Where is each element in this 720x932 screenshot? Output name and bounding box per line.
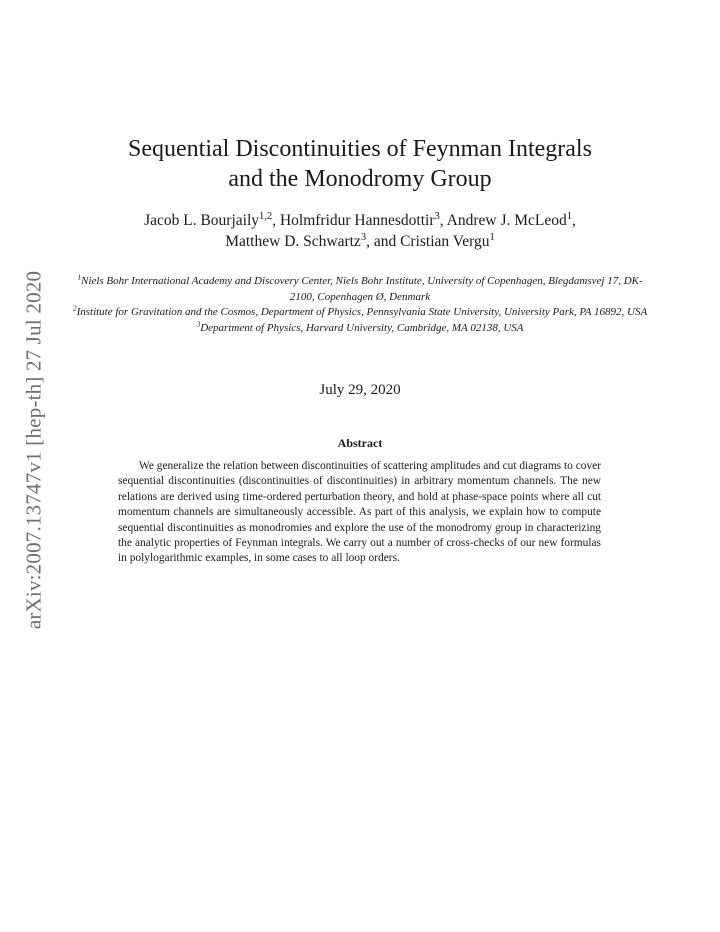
author-name: Holmfridur Hannesdottir	[279, 212, 435, 229]
affiliation-marker: 3	[196, 318, 201, 328]
author-separator: ,	[366, 233, 374, 250]
affiliation-text: Institute for Gravitation and the Cosmos, Department of Physics, Pennsylvania State University, University Park, PA 16892, USA	[76, 306, 648, 318]
arxiv-identifier: arXiv:2007.13747v1 [hep-th] 27 Jul 2020	[21, 270, 46, 630]
affiliation-list	[70, 274, 650, 336]
paper-title	[0, 134, 720, 194]
author-affiliation-marker: 3	[434, 210, 440, 222]
author-list	[0, 210, 720, 252]
affiliation-marker: 2	[72, 303, 77, 313]
author-line-1	[0, 210, 720, 231]
affiliation-item	[70, 305, 650, 321]
author-affiliation-marker: 1	[566, 210, 573, 222]
title-line-1: Sequential Discontinuities of Feynman Integrals	[128, 136, 592, 162]
affiliation-item	[70, 318, 650, 337]
abstract-text: We generalize the relation between discontinuities of scattering amplitudes and cut diagrams to cover sequential discontinuities (discontinuities of discontinuities) in arbitrary momentum channels. The new relations are derived using time-ordered perturbation theory, and hold at phase-space points where all cut momentum channels are simultaneously accessible. As part of this analysis, we explain how to compute sequential discontinuities as monodromies and explore the use of the monodromy group in characterizing the analytic properties of Feynman integrals. We carry out a number of cross-checks of our new formulas in polylogarithmic examples, in some cases to all loop orders.	[118, 460, 601, 565]
author-separator: ,	[272, 212, 280, 229]
author-name: Cristian Vergu	[400, 233, 490, 250]
author-separator: ,	[572, 212, 576, 229]
abstract-heading: Abstract	[337, 436, 383, 450]
affiliation-text: Niels Bohr International Academy and Discovery Center, Niels Bohr Institute, University of Copenhagen, Blegdamsvej 17, DK-2100, Copenhagen Ø, Denmark	[81, 275, 643, 303]
author-name: Jacob L. Bourjaily	[144, 212, 260, 229]
author-line-2	[0, 231, 720, 252]
author-name: Andrew J. McLeod	[446, 212, 567, 229]
author-separator: ,	[439, 212, 447, 229]
title-line-2: and the Monodromy Group	[228, 166, 492, 192]
affiliation-marker: 1	[77, 272, 82, 282]
affiliation-item	[70, 274, 650, 305]
author-conjunction: and	[373, 233, 401, 250]
author-affiliation-marker: 1,2	[259, 210, 273, 222]
author-name: Matthew D. Schwartz	[225, 233, 361, 250]
publication-date: July 29, 2020	[319, 382, 401, 398]
affiliation-text: Department of Physics, Harvard University, Cambridge, MA 02138, USA	[200, 321, 524, 334]
author-affiliation-marker: 1	[489, 231, 495, 243]
author-affiliation-marker: 3	[360, 231, 367, 243]
